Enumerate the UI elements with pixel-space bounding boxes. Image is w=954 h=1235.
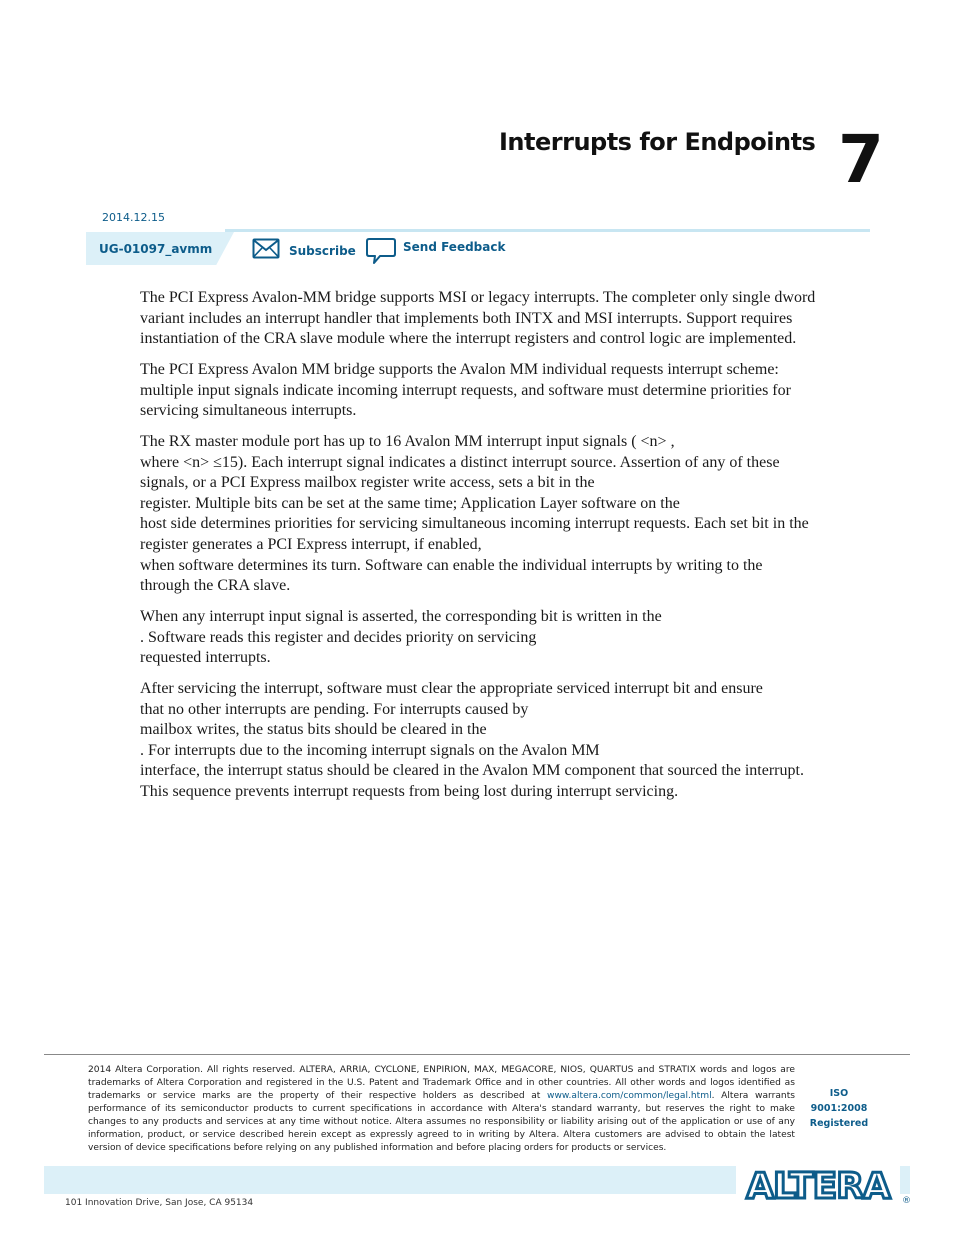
altera-logo-text: ALTERA: [746, 1166, 890, 1205]
legal-text-2: . Altera warrants performance of its semiconductor products to current specifications in accordance with Altera's standard warranty, but reserves the right to make changes to any products and services at any time without notice. Altera assumes no responsibility or liability arising out of the application or use of any information, product, or service described herein except as expressly agreed to in writing by Altera. Altera customers are advised to obtain the latest version of device specifications before relying on any published information and before placing orders for products or services.: [88, 1091, 795, 1153]
body-paragraph-5: After servicing the interrupt, software must clear the appropriate serviced interrupt bit and ensure that no other interrupts are pending. For interrupts caused by mailbox writes, the status bits should be cleared in the . For interrupts due to the incoming interrupt signals on the Avalon MM interface, the interrupt status should be cleared in the Avalon MM component that sourced the interrupt. This sequence prevents interrupt requests from being lost during interrupt servicing.: [140, 680, 804, 800]
envelope-icon[interactable]: [252, 238, 280, 260]
body-paragraph-2: The PCI Express Avalon MM bridge supports the Avalon MM individual requests interrupt scheme: multiple input signals indicate incoming interrupt requests, and software must determine priorities for servicing simultaneous interrupts.: [140, 361, 791, 420]
altera-logo: [736, 1163, 914, 1205]
body-paragraph-4: When any interrupt input signal is asserted, the corresponding bit is written in the . Software reads this register and decides priority on servicing requested interrupts.: [140, 608, 662, 667]
body-paragraph-3: The RX master module port has up to 16 Avalon MM interrupt input signals ( <n> , where <n> ≤15). Each interrupt signal indicates a distinct interrupt source. Assertion of any of these signals, or a PCI Express mailbox register write access, sets a bit in the register. Multiple bits can be set at the same time; Application Layer software on the host side determines priorities for servicing simultaneous incoming interrupt requests. Each set bit in the register generates a PCI Express interrupt, if enabled, when software determines its turn. Software can enable the individual interrupts by writing to the through the CRA slave.: [140, 433, 809, 595]
registered-mark: ®: [902, 1196, 911, 1205]
send-feedback-link[interactable]: Send Feedback: [403, 240, 506, 254]
footer-rule: [44, 1054, 910, 1055]
chapter-title: Interrupts for Endpoints: [499, 128, 816, 156]
document-id: UG-01097_avmm: [99, 242, 213, 256]
iso-line: Registered: [809, 1118, 869, 1129]
body-paragraph-1: The PCI Express Avalon-MM bridge supports MSI or legacy interrupts. The completer only single dword variant includes an interrupt handler that implements both INTX and MSI interrupts. Support requires instantiation of the CRA slave module where the interrupt registers and control logic are implemented.: [140, 289, 816, 348]
company-address: 101 Innovation Drive, San Jose, CA 95134: [65, 1198, 254, 1208]
iso-line: ISO: [829, 1088, 849, 1099]
document-date: 2014.12.15: [102, 211, 165, 224]
legal-text-1: 2014 Altera Corporation. All rights reserved. ALTERA, ARRIA, CYCLONE, ENPIRION, MAX, MEGACORE, NIOS, QUARTUS and STRATIX words and logos are trademarks of Altera Corporation and registered in the U.S. Patent and Trademark Office and in other countries. All other words and logos identified as trademarks or service marks are the property of their respective holders as described at: [88, 1065, 795, 1101]
header-rule: [225, 229, 870, 232]
legal-notice: [88, 1064, 795, 1155]
iso-line: 9001:2008: [810, 1103, 868, 1114]
subscribe-link[interactable]: Subscribe: [289, 244, 356, 258]
iso-badge: [808, 1086, 870, 1131]
speech-bubble-icon[interactable]: [366, 237, 396, 265]
legal-link[interactable]: www.altera.com/common/legal.html: [547, 1091, 712, 1101]
chapter-number: 7: [838, 121, 884, 198]
